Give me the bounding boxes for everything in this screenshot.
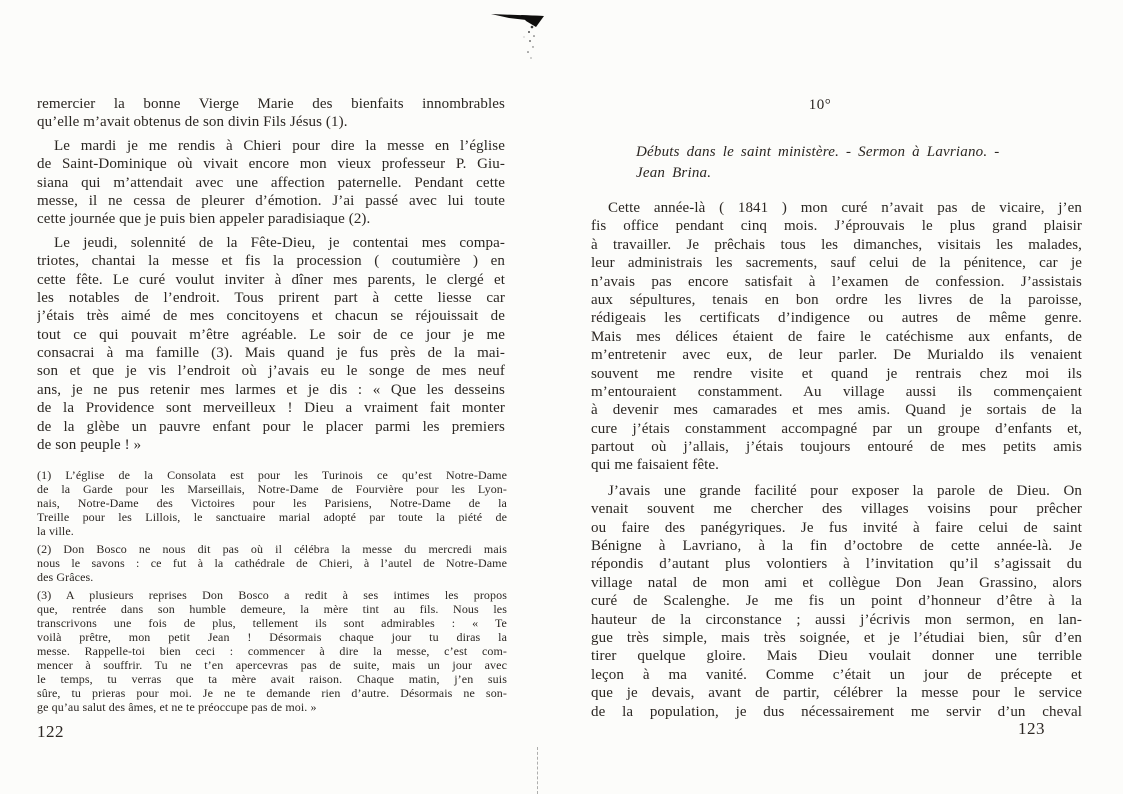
footnote <box>37 468 507 538</box>
text-line: (1) L’église de la Consolata est pour les Turinois ce qu’est Notre-Dame <box>37 468 507 482</box>
text-line: hauteur de la circonstance ; aussi j’écrivis mon sermon, en lan- <box>591 611 1082 628</box>
footnote <box>37 588 507 714</box>
text-line: répondis d’autant plus volontiers à l’invitation qu’il s’agissait du <box>591 556 1082 573</box>
text-line: consacrai à ma famille (3). Mais quand je fus près de la mai- <box>37 345 505 362</box>
page-number-left: 122 <box>37 722 64 741</box>
text-line: tout ce qui pouvait m’être agréable. Le soir de ce jour je me <box>37 326 505 343</box>
paragraph <box>37 95 505 132</box>
text-line: de Saint-Dominique où vivait encore mon vieux professeur P. Giu- <box>37 156 505 173</box>
text-line: leçon à ma vanité. Comme c’était un jour de précepte et <box>591 666 1082 683</box>
text-line: partout où j’allais, j’étais toujours entouré de mes petits amis <box>591 439 1082 456</box>
text-line: Mais mes délices étaient de faire le catéchisme aux enfants, de <box>591 328 1082 345</box>
text-line: ge qu’au salut des âmes, et ne te préoccupe pas de moi. » <box>37 700 317 714</box>
text-line: à devenir mes camarades et mes amis. Quand je sortais de la <box>591 402 1082 419</box>
text-line: n’avais pas encore satisfait à l’examen de confession. J’assistais <box>591 273 1082 290</box>
text-line: de la population, je dus nécessairement me servir d’un cheval <box>591 703 1082 720</box>
subtitle-line: Jean Brina. <box>636 164 712 181</box>
text-line: de la glèbe un pauvre enfant pour le placer parmi les premiers <box>37 418 505 435</box>
text-line: tirer quelque gloire. Mais Dieu voulait donner une terrible <box>591 648 1082 665</box>
text-line: rédigeais les certificats d’indigence ou autres de même genre. <box>591 310 1082 327</box>
page-number-right: 123 <box>1018 719 1045 738</box>
page-left-body <box>37 95 505 454</box>
text-line: ou faire des panégyriques. Je fus invité à faire celui de saint <box>591 519 1082 536</box>
text-line: leur administrais les sacrements, sauf celui de la pénitence, car je <box>591 255 1082 272</box>
text-line: Le jeudi, solennité de la Fête-Dieu, je contentai mes compa- <box>54 234 505 251</box>
text-line: fis office pendant cinq mois. J’éprouvais le plus grand plaisir <box>591 218 1082 235</box>
text-line: la ville. <box>37 524 74 538</box>
text-line: Le mardi je me rendis à Chieri pour dire la messe en l’église <box>54 137 505 154</box>
text-line: que, rentrée dans son humble demeure, la mère tint au fils. Nous les <box>37 602 507 616</box>
text-line: voilà prêtre, mon petit Jean ! Désormais chaque jour tu diras la <box>37 630 507 644</box>
text-line: son et que je vis l’endroit où j’avais eu le songe de mes neuf <box>37 363 505 380</box>
text-line: J’avais une grande facilité pour exposer la parole de Dieu. On <box>608 482 1082 499</box>
text-line: sûre, tu prieras pour moi. Je ne te demande rien d’autre. Désormais ne son- <box>37 686 507 700</box>
paragraph <box>591 482 1082 721</box>
text-line: de la Garde pour les Marseillais, Notre-Dame de Fourvière pour les Lyon- <box>37 482 507 496</box>
text-line: ans, je ne pus retenir mes larmes et je dis : « Que les desseins <box>37 381 505 398</box>
paragraph <box>591 199 1082 475</box>
page-right-body <box>591 199 1082 721</box>
text-line: que je devais, avant de partir, célébrer la messe pour le service <box>591 685 1082 702</box>
text-line: à travailler. Je prêchais tous les dimanches, visitais les malades, <box>591 236 1082 253</box>
text-line: gue très simple, mais très soignée, et je l’étudiai bien, sûr d’en <box>591 629 1082 646</box>
text-line: aux sépultures, tenais en bon ordre les livres de la paroisse, <box>591 291 1082 308</box>
text-line: nais, Notre-Dame des Victoires pour les Parisiens, Notre-Dame de la <box>37 496 507 510</box>
subtitle-line: Débuts dans le saint ministère. - Sermon à Lavriano. - <box>636 144 1000 160</box>
text-line: mencer à souffrir. Tu ne t’en apercevras pas de suite, mais un jour avec <box>37 658 507 672</box>
text-line: venait souvent me chercher des villages voisins pour prêcher <box>591 501 1082 518</box>
text-line: Bénigne à Lavriano, à la fin d’octobre de cette année-là. Je <box>591 538 1082 555</box>
text-line: nous le savons : ce fut à la cathédrale de Chieri, à l’autel de Notre-Dame <box>37 556 507 570</box>
gutter-line <box>537 747 538 794</box>
text-line: cure j’étais constamment accompagné par un groupe d’enfants et, <box>591 420 1082 437</box>
chapter-number: 10° <box>808 97 832 113</box>
text-line: remercier la bonne Vierge Marie des bienfaits innombrables <box>37 96 505 112</box>
text-line: cette journée que je puis bien appeler paradisiaque (2). <box>37 211 371 228</box>
text-line: de son peuple ! » <box>37 437 142 454</box>
text-line: (2) Don Bosco ne nous dit pas où il célébra la messe du mercredi mais <box>37 542 507 556</box>
text-line: le temps, tu verras que ta mère avait raison. Chaque matin, j’en suis <box>37 672 507 686</box>
text-line: Cette année-là ( 1841 ) mon curé n’avait pas de vicaire, j’en <box>608 200 1082 216</box>
text-line: j’étais très aimé de mes concitoyens et chacun se réjouissait de <box>37 308 505 325</box>
text-line: triotes, chantai la messe et fis la procession ( coutumière ) en <box>37 253 505 270</box>
text-line: qui me faisaient fête. <box>591 457 719 474</box>
text-line: de la Providence sont merveilleux ! Dieu a vraiment fait monter <box>37 400 505 417</box>
text-line: souvent me rendre visite et quand je rentrais chez moi ils <box>591 365 1082 382</box>
chapter-subtitle <box>636 142 1026 183</box>
text-line: des Grâces. <box>37 570 94 584</box>
text-line: m’entretenir avec eux, de leur parler. De Murialdo ils venaient <box>591 347 1082 364</box>
text-line: qu’elle m’avait obtenus de son divin Fils Jésus (1). <box>37 114 348 131</box>
text-line: messe. Rappelle-toi bien ceci : commencer à dire la messe, c’est com- <box>37 644 507 658</box>
text-line: les notables de l’endroit. Tous prirent part à cette liesse car <box>37 289 505 306</box>
page-left-footnotes <box>37 468 507 714</box>
text-line: m’entouraient constamment. Au village aussi ils commençaient <box>591 383 1082 400</box>
ink-smudge-artifact <box>483 7 555 63</box>
text-line: Treille pour les Lillois, le sanctuaire marial adopté par toute la piété de <box>37 510 507 524</box>
text-line: village natal de mon ami et collègue Don Jean Grassino, alors <box>591 574 1082 591</box>
paragraph <box>37 234 505 455</box>
text-line: (3) A plusieurs reprises Don Bosco a redit à ses intimes les propos <box>37 588 507 602</box>
text-line: cette fête. Le curé voulut inviter à dîner mes parents, le clergé et <box>37 271 505 288</box>
paragraph <box>37 137 505 229</box>
text-line: siana qui m’attendait avec une affection paternelle. Pendant cette <box>37 174 505 191</box>
text-line: transcrivons une fois de plus, tellement ils sont admirables : « Te <box>37 616 507 630</box>
text-line: messe, il ne cessa de pleurer d’émotion. J’ai passé avec lui toute <box>37 192 505 209</box>
text-line: curé de Scalenghe. Je me fis un point d’honneur d’être à la <box>591 593 1082 610</box>
footnote <box>37 542 507 584</box>
